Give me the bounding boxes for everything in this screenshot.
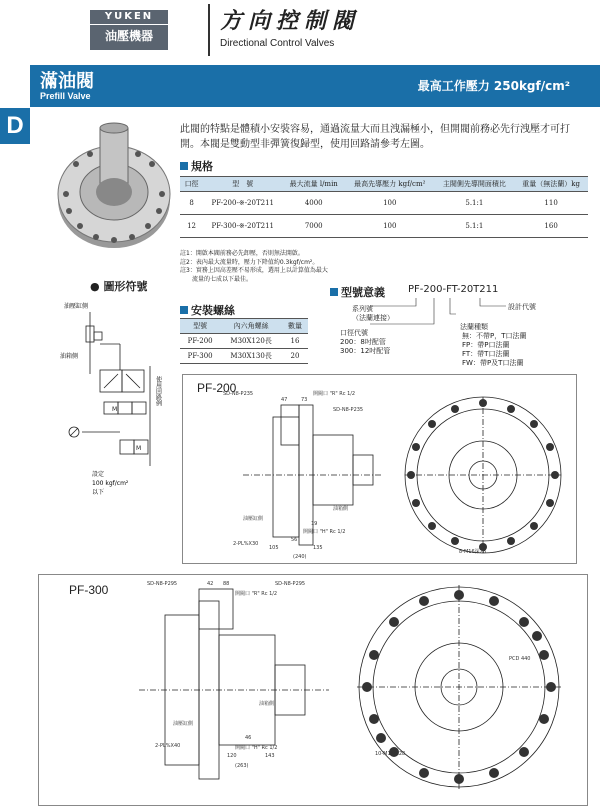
svg-text:開閥口 "H" Rc 1/2: 開閥口 "H" Rc 1/2	[303, 529, 346, 535]
svg-text:油箱側: 油箱側	[333, 506, 349, 512]
svg-text:油壓缸側: 油壓缸側	[64, 303, 89, 310]
svg-text:120: 120	[227, 753, 237, 759]
svg-text:開閥口 "H" Rc 1/2: 開閥口 "H" Rc 1/2	[235, 745, 278, 751]
svg-text:100 kgf/cm²: 100 kgf/cm²	[92, 480, 129, 487]
svg-text:SD-N8-P235: SD-N8-P235	[223, 391, 254, 397]
max-pressure: 最高工作壓力 250kgf/cm²	[417, 79, 570, 93]
svg-text:2-PL%X30: 2-PL%X30	[233, 541, 259, 547]
pf200-drawing: PF-200 SD-N8-P235 開閥口 "R" Rc 1/2 SD-N8-P235 47 73 油壓缸側 油箱側 2-PL%X30 開閥口 "H" Rc 1/2 19 56 105 135 (240) 8-M16深28	[182, 374, 577, 564]
description: 此閥的特點是體積小安裝容易，通過流量大而且洩漏極小，但開閥前務必先行洩壓才可打開。本閥是雙動型非彈簧復歸型，使用回路請參考左圖。	[180, 124, 570, 150]
svg-text:143: 143	[265, 753, 275, 759]
svg-text:46: 46	[245, 735, 252, 741]
svg-text:47: 47	[281, 397, 288, 403]
svg-text:2-PL%X40: 2-PL%X40	[155, 743, 181, 749]
svg-text:8-M16深28: 8-M16深28	[459, 549, 487, 555]
svg-text:135: 135	[313, 545, 323, 551]
brand-en: YUKEN	[90, 10, 168, 25]
section-title-en: Prefill Valve	[40, 91, 91, 101]
svg-text:73: 73	[301, 397, 308, 403]
svg-text:設定: 設定	[92, 471, 105, 478]
model-code: PF-200-FT-20T211	[408, 284, 499, 295]
svg-text:油壓缸側: 油壓缸側	[173, 721, 194, 727]
brand-zh: 油壓機器	[104, 29, 153, 43]
svg-text:10-M16深28: 10-M16深28	[375, 751, 406, 757]
table-row: PF-300 M30X130長 20	[180, 349, 308, 364]
svg-text:油箱側: 油箱側	[60, 353, 79, 360]
model-code-section: 型號意義 PF-200-FT-20T211 系列號 （法蘭連接） 口徑代號 200：8吋配管 300：12吋配管 設計代號 法蘭種類 無：不帶P，T口法蘭 FP：帶P口法蘭 FT：帶T口法蘭 FW：帶P及T口法蘭	[330, 284, 590, 374]
svg-text:M: M	[112, 406, 118, 413]
svg-text:56: 56	[291, 537, 298, 543]
svg-text:油箱側: 油箱側	[259, 701, 275, 707]
svg-text:42: 42	[207, 581, 214, 587]
svg-text:SD-N8-P295: SD-N8-P295	[147, 581, 178, 587]
bolts-heading: 安裝螺絲	[180, 302, 235, 318]
pf300-drawing: PF-300 SD-N8-P295 開閥口 "R" Rc 1/2 SD-N8-P295 42 88 油壓缸側 油箱側 2-PL%X40 開閥口 "H" Rc 1/2 46 120 143 (263) PCD 440 10-M16深28	[38, 574, 588, 806]
svg-text:PCD 440: PCD 440	[509, 656, 531, 662]
page-title: 方向控制閥	[220, 9, 361, 34]
hydraulic-symbol	[60, 296, 178, 496]
svg-text:開閥口 "R" Rc 1/2: 開閥口 "R" Rc 1/2	[235, 591, 278, 597]
svg-text:油壓缸側: 油壓缸側	[243, 516, 264, 522]
svg-text:M: M	[136, 445, 142, 452]
table-row: 8 PF-200-※-20T211 4000 100 5.1:1 110	[180, 192, 588, 215]
svg-text:105: 105	[269, 545, 279, 551]
page-subtitle: Directional Control Valves	[220, 38, 335, 49]
svg-text:SD-N8-P295: SD-N8-P295	[275, 581, 306, 587]
svg-text:以下: 以下	[92, 489, 105, 496]
svg-text:SD-N8-P235: SD-N8-P235	[333, 407, 364, 413]
section-title-zh: 滿油閥	[40, 71, 94, 92]
svg-text:19: 19	[311, 521, 318, 527]
svg-text:開閥口 "R" Rc 1/2: 開閥口 "R" Rc 1/2	[313, 391, 356, 397]
table-row: PF-200 M30X120長 16	[180, 334, 308, 349]
table-row: 12 PF-300-※-20T211 7000 100 5.1:1 160	[180, 215, 588, 238]
section-band	[30, 65, 600, 107]
svg-text:使用回路例: 使用回路例	[154, 376, 162, 406]
notes: 註1：開啟本閥前務必先卸壓，否則無法開啟。 註2：表內最大流量時，壓力下降值約0.3kgf/cm²。 註3：實務上因高差壓不易形成，選用上以計算值為最大 流量的七成以下最佳。	[180, 250, 328, 283]
svg-text:88: 88	[223, 581, 230, 587]
svg-text:(263): (263)	[235, 763, 249, 769]
symbol-heading: ● 圖形符號	[90, 280, 148, 293]
valve-photo	[52, 118, 177, 258]
svg-text:(240): (240)	[293, 554, 307, 560]
yuken-logo	[90, 10, 168, 50]
section-tab: D	[0, 108, 30, 144]
spec-table: 口徑 型 號 最大流量 l/min 最高先導壓力 kgf/cm² 主閥側先導開面積比 重量（無法蘭）kg 8 PF-200-※-20T211 4000 100 5.1:1 110 12 PF-300-※-20T211 7000 100 5.1:1 160	[180, 176, 588, 238]
spec-heading: 規格	[180, 158, 213, 174]
bolts-table: 型號 內六角螺絲 數量 PF-200 M30X120長 16 PF-300 M30X130長 20	[180, 318, 308, 364]
